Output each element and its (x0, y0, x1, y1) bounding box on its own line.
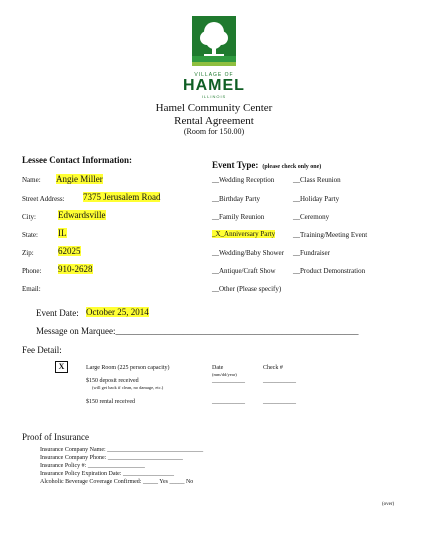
fee-check-label: Check # (263, 365, 283, 371)
option-antique-craft-show[interactable]: __Antique/Craft Show (212, 267, 276, 275)
name-value[interactable]: Angie Miller (56, 174, 103, 184)
street-label: Street Address: (22, 195, 65, 203)
option-training-meeting[interactable]: __Training/Meeting Event (293, 231, 368, 239)
title-line2: Rental Agreement (174, 115, 254, 127)
event-date-label: Event Date: (36, 308, 79, 318)
zip-value[interactable]: 62025 (58, 246, 81, 256)
state-value[interactable]: IL (58, 228, 67, 238)
email-label: Email: (22, 285, 41, 293)
event-date-value[interactable]: October 25, 2014 (86, 307, 149, 317)
insurance-policy-number[interactable]: Insurance Policy #: ___________________ (40, 463, 145, 469)
option-wedding-baby-shower[interactable]: __Wedding/Baby Shower (212, 249, 284, 257)
city-value[interactable]: Edwardsville (58, 210, 106, 220)
insurance-heading: Proof of Insurance (22, 432, 89, 442)
option-class-reunion[interactable]: __Class Reunion (293, 176, 341, 184)
option-other[interactable]: __Other (Please specify) (212, 285, 282, 293)
logo-name: HAMEL (183, 77, 245, 94)
fee-deposit: $150 deposit received (86, 378, 139, 384)
fee-deposit-note: (will get back if clean, no damage, etc.) (92, 385, 164, 390)
option-ceremony[interactable]: __Ceremony (293, 213, 330, 221)
fee-rental-date-blank[interactable]: ___________ (212, 399, 245, 405)
option-product-demonstration[interactable]: __Product Demonstration (293, 267, 366, 275)
fee-heading: Fee Detail: (22, 345, 62, 355)
option-wedding-reception[interactable]: __Wedding Reception (212, 176, 275, 184)
fee-checkbox[interactable]: X (55, 361, 68, 373)
alcohol-coverage-confirmed[interactable]: Alcoholic Beverage Coverage Confirmed: _____ Yes _____ No (40, 479, 194, 485)
fee-room: Large Room (225 person capacity) (86, 365, 170, 371)
logo-top-text: VILLAGE OF (194, 72, 234, 78)
phone-value[interactable]: 910-2628 (58, 264, 93, 274)
option-family-reunion[interactable]: __Family Reunion (212, 213, 265, 221)
zip-label: Zip: (22, 249, 34, 257)
event-type-heading-row (212, 155, 321, 173)
option-fundraiser[interactable]: __Fundraiser (293, 249, 330, 257)
fee-deposit-check-blank[interactable]: ___________ (263, 378, 296, 384)
event-type-heading: Event Type: (212, 160, 259, 170)
fee-rental-check-blank[interactable]: ___________ (263, 399, 296, 405)
village-logo (180, 10, 248, 99)
over-note: (over) (382, 502, 395, 507)
insurance-company-phone[interactable]: Insurance Company Phone: _________________________ (40, 455, 183, 461)
insurance-policy-expiration[interactable]: Insurance Policy Expiration Date: _________________ (40, 471, 174, 477)
insurance-company-name[interactable]: Insurance Company Name: ________________________________ (40, 447, 204, 453)
street-value[interactable]: 7375 Jerusalem Road (83, 192, 161, 202)
fee-date-label: Date (212, 365, 224, 371)
logo-state: ILLINOIS (201, 94, 227, 99)
option-anniversary-party[interactable]: _X_Anniversary Party (212, 230, 276, 238)
option-holiday-party[interactable]: __Holiday Party (293, 195, 340, 203)
fee-deposit-date-blank[interactable]: ___________ (212, 378, 245, 384)
marquee-line[interactable]: Message on Marquee:______________________________________________________ (36, 326, 359, 336)
option-birthday-party[interactable]: __Birthday Party (212, 195, 261, 203)
title-line3: (Room for 150.00) (183, 127, 245, 136)
tree-icon (180, 10, 248, 70)
phone-label: Phone: (22, 267, 42, 275)
city-label: City: (22, 213, 37, 221)
fee-date-format: (mm/dd/year) (212, 372, 237, 377)
title-line1: Hamel Community Center (155, 102, 273, 114)
state-label: State: (22, 231, 38, 239)
event-type-subheading: (please check only one) (262, 164, 322, 170)
lessee-heading: Lessee Contact Information: (22, 155, 132, 165)
fee-rental: $150 rental received (86, 399, 135, 405)
name-label: Name: (22, 176, 41, 184)
